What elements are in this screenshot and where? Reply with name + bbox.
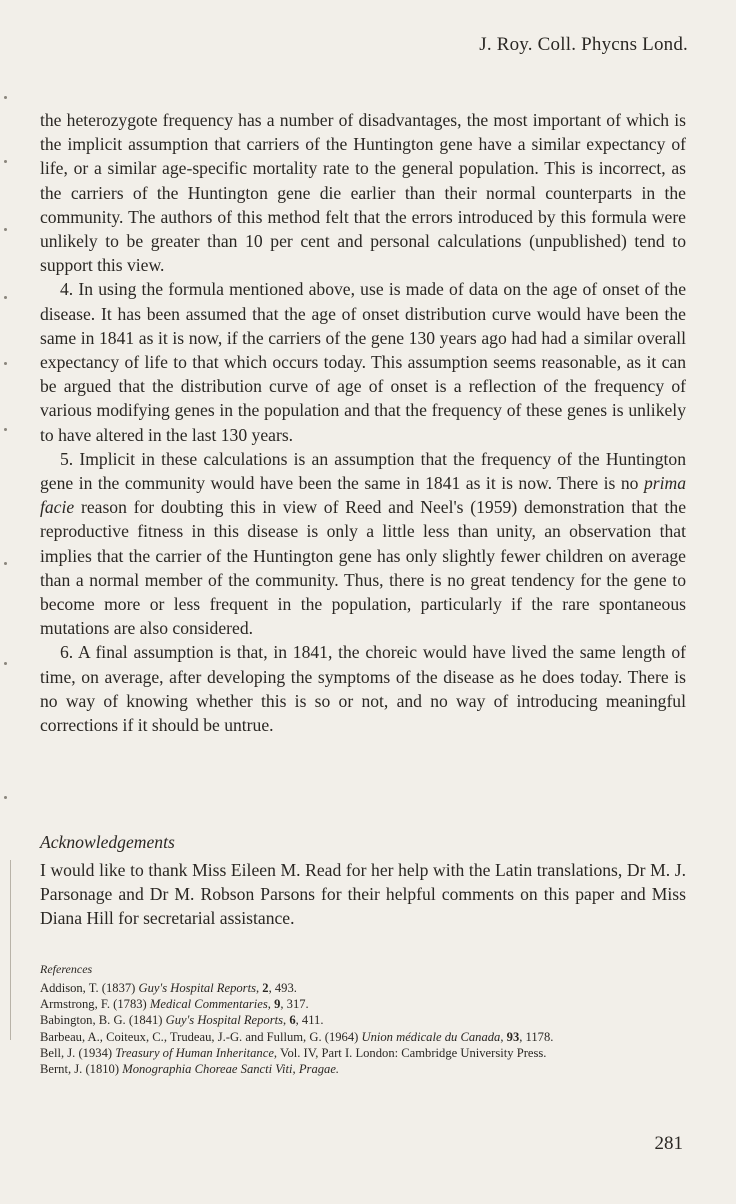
margin-mark	[4, 228, 7, 231]
reference-item	[40, 1045, 690, 1061]
paragraph-5-after: reason for doubting this in view of Reed and Neel's (1959) demonstration that the reproductive fitness in this disease is only a little less than unity, an observation that implies that the carrier of the Huntington gene has only slightly fewer children on average than a normal member of the community. Thus, there is no great tendency for the gene to become more or less frequent in the population, particularly if the rare spontaneous mutations are also considered.	[40, 497, 686, 639]
body-text	[40, 108, 686, 737]
reference-authors: Barbeau, A., Coiteux, C., Trudeau, J.-G. and Fullum, G. (1964)	[40, 1029, 362, 1044]
reference-item	[40, 1061, 690, 1077]
reference-pages: , 317.	[280, 997, 309, 1012]
reference-authors: Addison, T. (1837)	[40, 981, 139, 995]
reference-item: Babington, B. G. (1841) Guy's Hospital Reports, 6, 411.	[40, 1013, 324, 1028]
margin-pencil-line	[10, 860, 11, 1040]
margin-mark	[4, 428, 7, 431]
margin-mark	[4, 662, 7, 665]
reference-item: Addison, T. (1837) Guy's Hospital Reports, 2, 493.	[40, 981, 297, 995]
margin-mark	[4, 296, 7, 299]
reference-pages: , 493.	[268, 981, 297, 995]
reference-volume: 9	[274, 997, 281, 1012]
acknowledgements-text: I would like to thank Miss Eileen M. Read for her help with the Latin translations, Dr M. J. Parsonage and Dr M. Robson Parsons for their helpful comments on this paper and Miss Diana Hill for secretarial assistance.	[40, 860, 686, 929]
reference-authors: Bernt, J. (1810)	[40, 1062, 123, 1077]
reference-source: Monographia Choreae Sancti Viti, Pragae.	[122, 1062, 340, 1077]
reference-authors: Armstrong, F. (1783)	[40, 997, 150, 1012]
reference-authors: Bell, J. (1934)	[40, 1045, 116, 1060]
references-heading: References	[40, 962, 93, 976]
reference-item: Armstrong, F. (1783) Medical Commentaries, 9, 317.	[40, 997, 309, 1012]
reference-volume: 93	[506, 1029, 520, 1044]
margin-mark	[4, 160, 7, 163]
reference-volume: 2	[262, 981, 269, 995]
margin-mark	[4, 96, 7, 99]
margin-mark	[4, 796, 7, 799]
reference-source: Guy's Hospital Reports	[165, 1013, 284, 1028]
reference-source: Treasury of Human Inheritance	[115, 1045, 274, 1060]
reference-source: Union médicale du Canada	[361, 1029, 501, 1044]
margin-mark	[4, 362, 7, 365]
reference-authors: Babington, B. G. (1841)	[40, 1013, 166, 1028]
paragraph-4: 4. In using the formula mentioned above, use is made of data on the age of onset of the disease. It has been assumed that the age of onset distribution curve would have been the same in 1841 as it is now, if the carriers of the gene 130 years ago had had a similar overall expectancy of life to that which occurs today. This assumption seems reasonable, as it can be argued that the distribution curve of age of onset is a reflection of the frequency of various modifying genes in the population and that the frequency of these genes is unlikely to have altered in the last 130 years.	[40, 279, 686, 445]
running-head: J. Roy. Coll. Phycns Lond.	[479, 34, 688, 55]
margin-mark	[4, 562, 7, 565]
paragraph-5-italic: prima facie	[40, 473, 686, 518]
reference-item: Barbeau, A., Coiteux, C., Trudeau, J.-G. and Fullum, G. (1964) Union médicale du Canada, 93, 1178.	[40, 1029, 554, 1044]
references-list	[40, 980, 690, 1077]
page-number: 281	[654, 1133, 683, 1154]
acknowledgements-heading: Acknowledgements	[40, 832, 175, 852]
paragraph-5	[40, 447, 686, 641]
reference-source: Medical Commentaries	[149, 997, 268, 1012]
paragraph-6: 6. A final assumption is that, in 1841, the choreic would have lived the same length of time, on average, after developing the symptoms of the disease as he does today. There is no way of knowing whether this is so or not, and no way of introducing meaningful corrections if it should be untrue.	[40, 642, 686, 736]
reference-pages: , Vol. IV, Part I. London: Cambridge University Press.	[273, 1045, 547, 1060]
reference-source: Guy's Hospital Reports	[138, 981, 256, 995]
paragraph-continued: the heterozygote frequency has a number of disadvantages, the most important of which is the implicit assumption that carriers of the Huntington gene have a similar expectancy of life, or a similar age-specific mortality rate to the general population. This is incorrect, as the carriers of the Huntington gene die earlier than their normal counterparts in the community. The authors of this method felt that the errors introduced by this formula were unlikely to be greater than 10 per cent and personal calculations (unpublished) tend to support this view.	[40, 110, 686, 276]
paragraph-5-before: 5. Implicit in these calculations is an assumption that the frequency of the Huntington gene in the community would have been the same in 1841 as it is now. There is no	[40, 448, 686, 494]
reference-pages: , 1178.	[519, 1029, 554, 1044]
reference-pages: , 411.	[295, 1013, 324, 1028]
reference-volume: 6	[289, 1013, 296, 1028]
